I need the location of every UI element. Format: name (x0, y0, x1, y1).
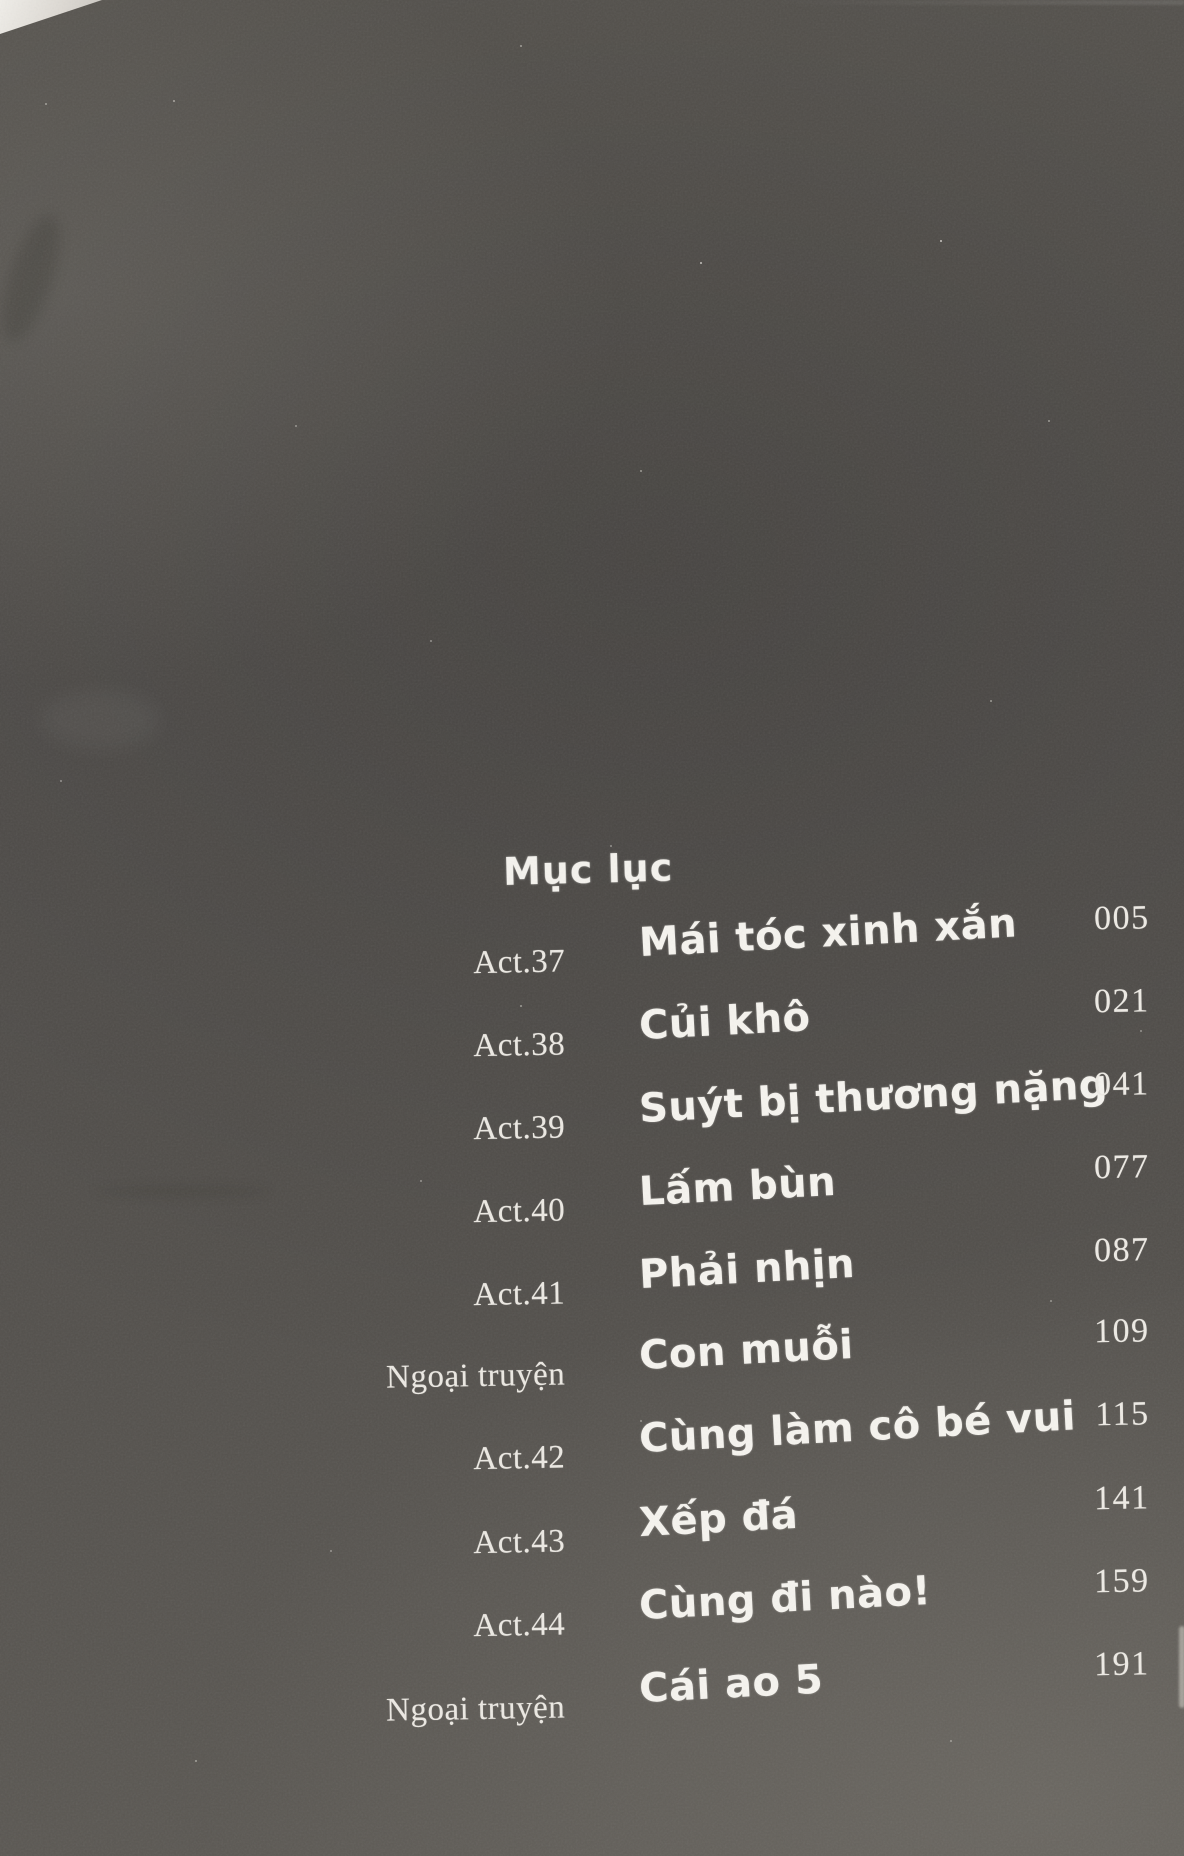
chapter-page-number: 191 (1093, 1645, 1150, 1684)
chapter-title: Cùng làm cô bé vui (637, 1393, 1077, 1463)
chapter-label: Ngoại truyện (385, 1689, 566, 1729)
chapter-page-number: 021 (1093, 982, 1150, 1021)
chapter-label: Act.41 (473, 1275, 566, 1314)
chapter-label: Act.40 (473, 1192, 566, 1231)
chapter-title: Cái ao 5 (637, 1656, 825, 1713)
chapter-label: Act.42 (473, 1439, 566, 1478)
chapter-title: Con muỗi (637, 1321, 855, 1380)
chapter-page-number: 141 (1093, 1479, 1150, 1518)
chapter-title: Phải nhịn (637, 1240, 857, 1299)
chapter-page-number: 159 (1093, 1562, 1150, 1601)
chapter-page-number: 109 (1093, 1312, 1150, 1351)
chapter-label: Act.39 (473, 1109, 566, 1148)
chapter-page-number: 115 (1095, 1395, 1150, 1434)
chapter-page-number: 041 (1093, 1065, 1150, 1104)
chapter-title: Xếp đá (637, 1491, 800, 1547)
chapter-label: Ngoại truyện (385, 1356, 566, 1396)
chapter-label: Act.38 (473, 1026, 566, 1065)
chapter-page-number: 087 (1093, 1231, 1150, 1270)
chapter-title: Mái tóc xinh xắn (637, 900, 1019, 967)
chapter-title: Suýt bị thương nặng (637, 1061, 1110, 1133)
chapter-title: Củi khô (637, 994, 812, 1050)
chapter-page-number: 077 (1093, 1148, 1150, 1187)
chapter-title: Lấm bùn (637, 1158, 838, 1216)
chapter-label: Act.43 (473, 1523, 566, 1562)
toc-title: Mục lục (502, 845, 674, 894)
chapter-label: Act.37 (473, 943, 566, 982)
chapter-label: Act.44 (473, 1606, 566, 1645)
chapter-page-number: 005 (1093, 899, 1150, 938)
toc-row (0, 1643, 1184, 1744)
chapter-title: Cùng đi nào! (637, 1567, 933, 1630)
toc-row (0, 1393, 1184, 1494)
